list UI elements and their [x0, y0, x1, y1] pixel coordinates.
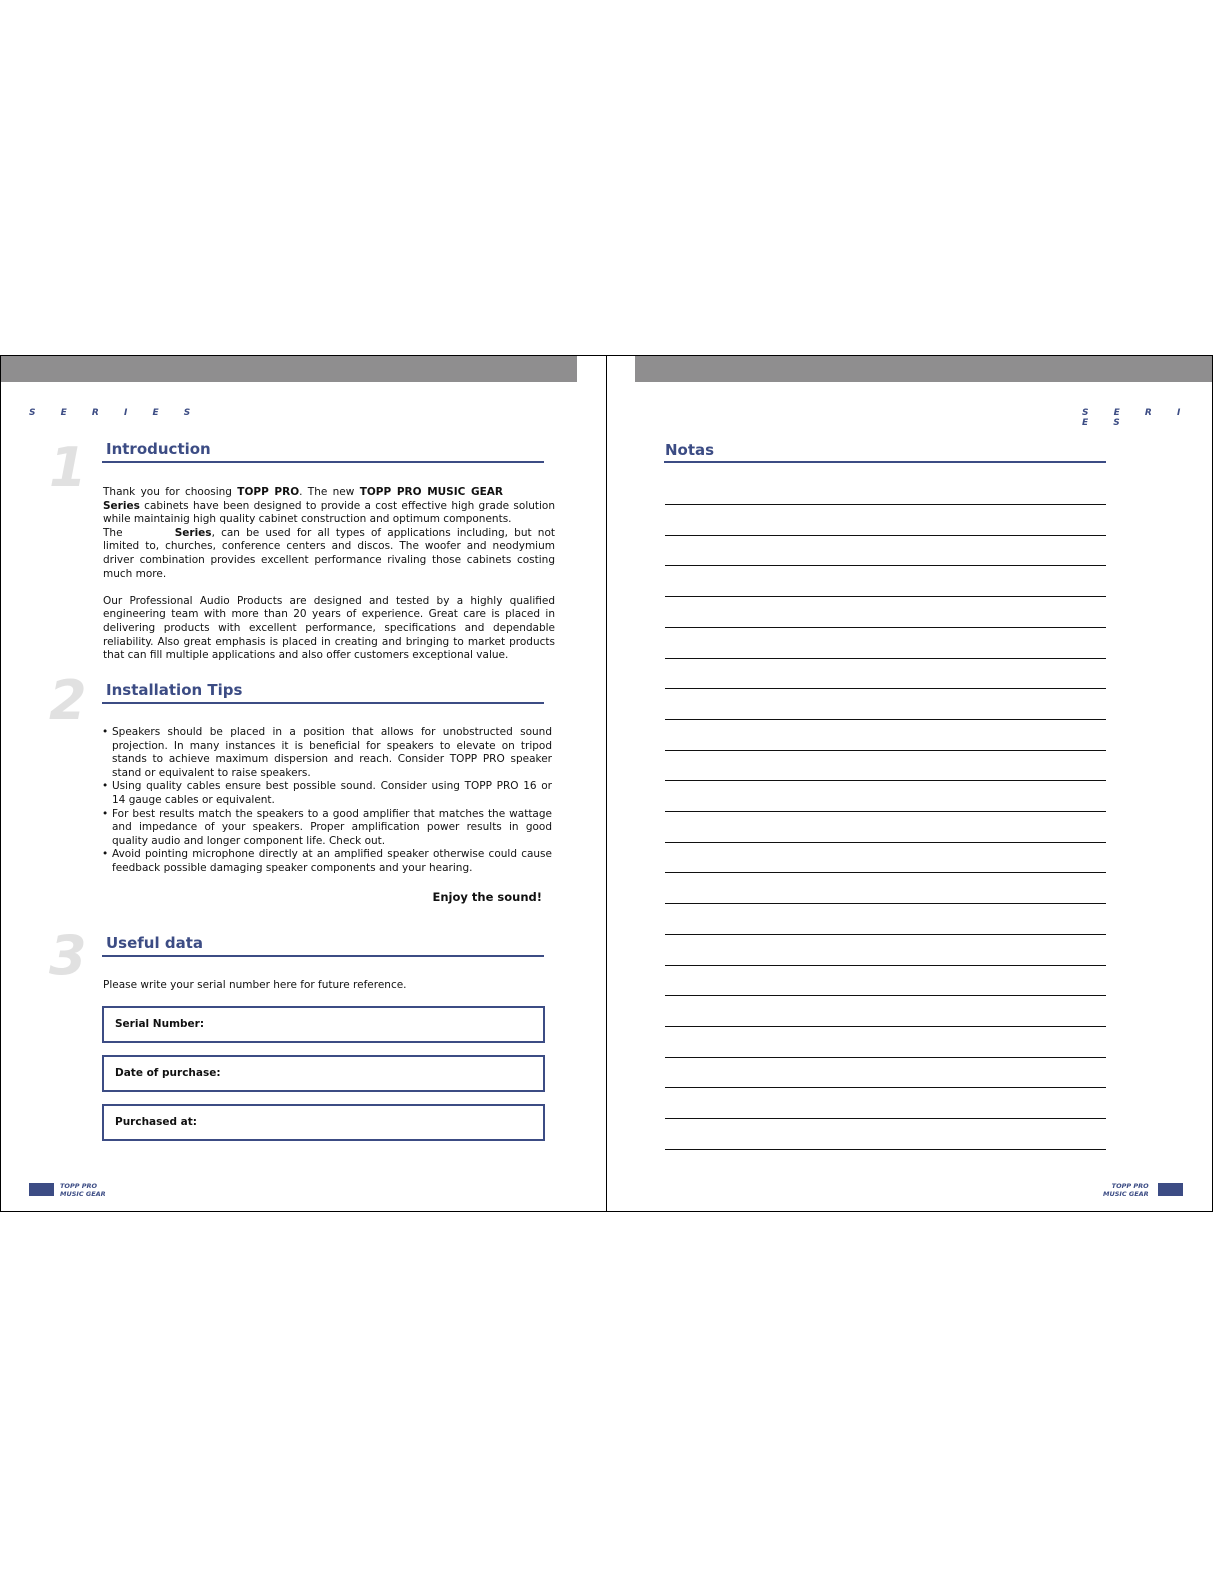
enjoy-sound-text: Enjoy the sound!: [432, 890, 542, 904]
notes-rule: [664, 461, 1106, 463]
introduction-text: [103, 486, 555, 663]
note-line[interactable]: [665, 965, 1106, 966]
left-header-bar: [1, 356, 577, 382]
left-series-label: S E R I E S: [29, 408, 202, 418]
useful-data-heading: Useful data: [106, 934, 204, 952]
note-line[interactable]: [665, 504, 1106, 505]
right-footer-logo: TOPP PRO MUSIC GEAR: [1103, 1182, 1149, 1198]
note-line[interactable]: [665, 842, 1106, 843]
series-word: Series: [103, 499, 140, 512]
note-line[interactable]: [665, 658, 1106, 659]
left-footer-block: [29, 1183, 54, 1196]
installation-heading: Installation Tips: [106, 681, 243, 699]
notes-heading: Notas: [665, 441, 715, 459]
introduction-paragraph-3: Our Professional Audio Products are designed and tested by a highly qualified engineering team with more than 20 years of experience. Great care is placed in delivering products with excellent performance, specifications and dependable reliability. Also great emphasis is placed in creating and bringing to market products that can fill multiple applications and also offer customers exceptional value.: [103, 594, 555, 662]
date-of-purchase-label: Date of purchase:: [115, 1067, 221, 1079]
installation-tips-list: [102, 726, 552, 876]
note-line[interactable]: [665, 719, 1106, 720]
section-number-3: 3: [49, 924, 87, 987]
serial-reference-text: Please write your serial number here for future reference.: [103, 979, 407, 991]
note-line[interactable]: [665, 596, 1106, 597]
introduction-paragraph-1: Thank you for choosing TOPP PRO. The new TOPP PRO MUSIC GEARSeries cabinets have been designed to provide a cost effective high grade solution while maintainig high quality cabinet construction and optimum components.: [103, 486, 555, 526]
manual-spread: [0, 355, 1213, 1212]
introduction-heading: Introduction: [106, 440, 211, 458]
page-fold: [606, 356, 607, 1211]
note-line[interactable]: [665, 780, 1106, 781]
note-line[interactable]: [665, 1026, 1106, 1027]
right-footer-block: [1158, 1183, 1183, 1196]
tip-item: • Using quality cables ensure best possible sound. Consider using TOPP PRO 16 or 14 gauge cables or equivalent.: [102, 780, 552, 806]
useful-data-rule: [102, 955, 544, 957]
right-series-label: S E R I E S: [1082, 408, 1192, 428]
note-line[interactable]: [665, 903, 1106, 904]
brand-full-name: TOPP PRO MUSIC GEAR: [359, 486, 503, 498]
note-line[interactable]: [665, 688, 1106, 689]
section-number-1: 1: [49, 436, 87, 499]
note-line[interactable]: [665, 1087, 1106, 1088]
serial-number-field[interactable]: [102, 1006, 545, 1043]
note-line[interactable]: [665, 872, 1106, 873]
note-line[interactable]: [665, 627, 1106, 628]
section-number-2: 2: [49, 669, 87, 732]
note-line[interactable]: [665, 995, 1106, 996]
tip-item: • Avoid pointing microphone directly at an amplified speaker otherwise could cause feedback possible damaging speaker components and your hearing.: [102, 848, 552, 874]
note-line[interactable]: [665, 811, 1106, 812]
brand-name: TOPP PRO: [237, 486, 300, 498]
note-line[interactable]: [665, 1057, 1106, 1058]
right-header-bar: [635, 356, 1212, 382]
date-of-purchase-field[interactable]: [102, 1055, 545, 1092]
tip-item: • For best results match the speakers to a good amplifier that matches the wattage and impedance of your speakers. Proper amplification power results in good quality audio and longer component life. Check out.: [102, 807, 552, 847]
note-line[interactable]: [665, 750, 1106, 751]
note-line[interactable]: [665, 934, 1106, 935]
note-line[interactable]: [665, 1118, 1106, 1119]
series-word-2: Series: [174, 526, 212, 539]
note-line[interactable]: [665, 565, 1106, 566]
introduction-paragraph-2: The Series, can be used for all types of applications including, but not limited to, churches, conference centers and discos. The woofer and neodymium driver combination provides excellent performance rivaling those cabinets costing much more.: [103, 526, 555, 580]
serial-number-label: Serial Number:: [115, 1018, 205, 1030]
purchased-at-label: Purchased at:: [115, 1116, 197, 1128]
installation-rule: [102, 702, 544, 704]
tip-item: • Speakers should be placed in a position that allows for unobstructed sound projection. In many instances it is beneficial for speakers to elevate on tripod stands to achieve maximum dispersion and reach. Consider TOPP PRO speaker stand or equivalent to raise speakers.: [102, 726, 552, 779]
note-line[interactable]: [665, 535, 1106, 536]
introduction-rule: [102, 461, 544, 463]
note-line[interactable]: [665, 1149, 1106, 1150]
purchased-at-field[interactable]: [102, 1104, 545, 1141]
left-footer-logo: TOPP PRO MUSIC GEAR: [60, 1182, 106, 1198]
